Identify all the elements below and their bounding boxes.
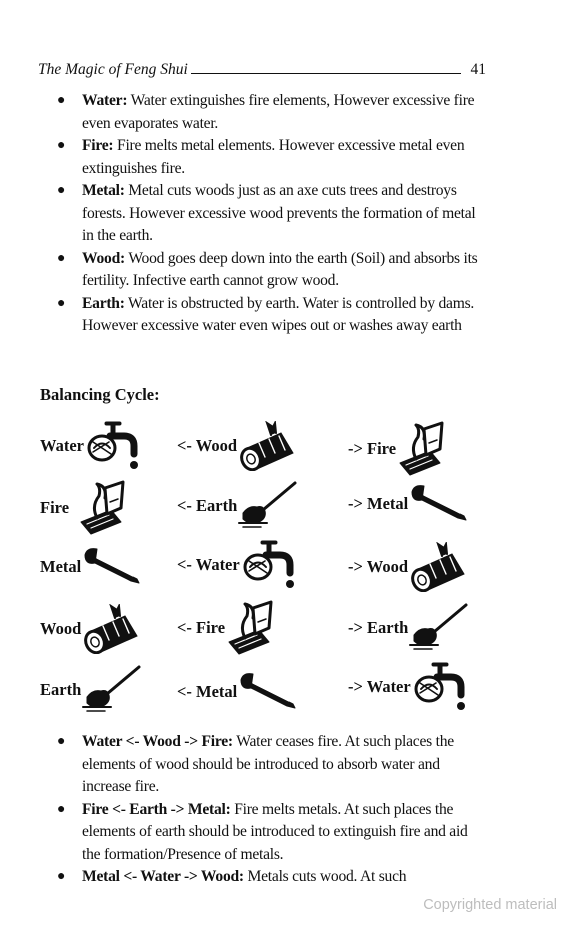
bullet-text: Metals cuts wood. At such: [243, 868, 407, 885]
cycle-left-cell: [177, 670, 299, 714]
bullet-dot: ●: [57, 250, 66, 266]
balancing-cycle-heading: Balancing Cycle:: [40, 385, 160, 404]
list-item: [57, 799, 487, 867]
list-item: [57, 180, 487, 248]
bullet-dot: ●: [57, 295, 66, 311]
bullet-term: Wood:: [82, 249, 125, 267]
earth-icon: [81, 665, 143, 715]
fire-icon: [396, 421, 446, 477]
cycle-main-cell: [40, 545, 143, 589]
cycle-left-cell: [177, 600, 275, 656]
cycle-main-cell: [40, 480, 127, 536]
running-title: The Magic of Feng Shui: [38, 61, 188, 78]
bullet-text: Metal cuts woods just as an axe cuts trees and destroys forests. However excessive wood prevents the formation of metal in the earth.: [82, 182, 476, 244]
page-number: 41: [470, 61, 486, 78]
bullet-term: Fire:: [82, 137, 114, 154]
nail-icon: [408, 482, 470, 526]
cycle-label: <- Wood: [177, 436, 237, 455]
bullet-term: Metal:: [82, 182, 125, 199]
bullet-dot: ●: [57, 801, 66, 817]
cycle-label: Metal: [40, 557, 82, 576]
list-item: [57, 731, 487, 799]
cycle-label: -> Earth: [348, 618, 409, 637]
cycle-label: Fire: [40, 498, 70, 517]
tap-icon: [84, 421, 142, 471]
nail-icon: [237, 670, 299, 714]
bullet-dot: ●: [57, 183, 66, 198]
earth-icon: [408, 603, 470, 653]
cycle-right-cell: [348, 421, 446, 477]
log-icon: [237, 421, 299, 471]
cycle-label: Earth: [40, 680, 82, 699]
tap-icon: [411, 662, 469, 712]
running-header: [38, 57, 486, 79]
list-item: [57, 293, 487, 338]
bullet-text: Water extinguishes fire elements, However excessive fire even evaporates water.: [82, 92, 475, 132]
cycle-right-cell: [348, 603, 470, 653]
header-rule: [191, 73, 461, 74]
fire-icon: [77, 480, 127, 536]
bullet-text: Water is obstructed by earth. Water is controlled by dams. However excessive water even wipes out or washes away earth: [82, 294, 475, 334]
list-item: [57, 248, 487, 293]
log-icon: [81, 604, 143, 654]
copyright-watermark: Copyrighted material: [423, 897, 557, 913]
bullet-term: Fire <- Earth -> Metal:: [82, 800, 231, 818]
bullet-text: Fire melts metal elements. However excessive metal even extinguishes fire.: [82, 137, 465, 177]
element-interactions-list: [57, 90, 487, 338]
bullet-text: Fire melts metals. At such places the elements of earth should be introduced to extinguish fire and aid the formation/Presence of metals.: [82, 800, 468, 863]
cycle-label: -> Water: [348, 677, 411, 696]
cycle-main-cell: [40, 665, 143, 715]
cycle-label: -> Wood: [348, 557, 408, 576]
bullet-dot: ●: [57, 93, 66, 108]
cycle-label: <- Fire: [177, 618, 226, 637]
cycle-left-cell: [177, 540, 298, 590]
list-item: [57, 135, 487, 180]
cycle-label: <- Earth: [177, 496, 238, 515]
list-item: [57, 866, 487, 889]
list-item: [57, 90, 487, 135]
cycle-main-cell: [40, 604, 143, 654]
nail-icon: [81, 545, 143, 589]
bullet-text: Wood goes deep down into the earth (Soil) and absorbs its fertility. Infective earth cannot grow wood.: [82, 249, 478, 289]
bullet-term: Water:: [82, 92, 128, 109]
bullet-dot: ●: [57, 138, 66, 153]
cycle-left-cell: [177, 481, 299, 531]
earth-icon: [237, 481, 299, 531]
cycle-label: -> Fire: [348, 439, 397, 458]
cycle-label: -> Metal: [348, 494, 409, 513]
bullet-term: Metal <- Water -> Wood:: [82, 868, 244, 885]
tap-icon: [240, 540, 298, 590]
cycle-label: Water: [40, 436, 84, 455]
cycle-main-cell: [40, 421, 142, 471]
fire-icon: [225, 600, 275, 656]
balancing-explanations-list: [57, 731, 487, 889]
bullet-term: Earth:: [82, 294, 125, 312]
bullet-text: Water ceases fire. At such places the elements of wood should be introduced to absorb water and increase fire.: [82, 733, 454, 795]
cycle-label: Wood: [40, 619, 82, 638]
cycle-left-cell: [177, 421, 299, 471]
cycle-right-cell: [348, 482, 470, 526]
cycle-right-cell: [348, 662, 469, 712]
cycle-right-cell: [348, 542, 470, 592]
cycle-label: <- Metal: [177, 682, 238, 701]
log-icon: [408, 542, 470, 592]
bullet-dot: ●: [57, 869, 66, 884]
bullet-term: Water <- Wood -> Fire:: [82, 733, 233, 750]
bullet-dot: ●: [57, 734, 66, 749]
cycle-label: <- Water: [177, 555, 240, 574]
